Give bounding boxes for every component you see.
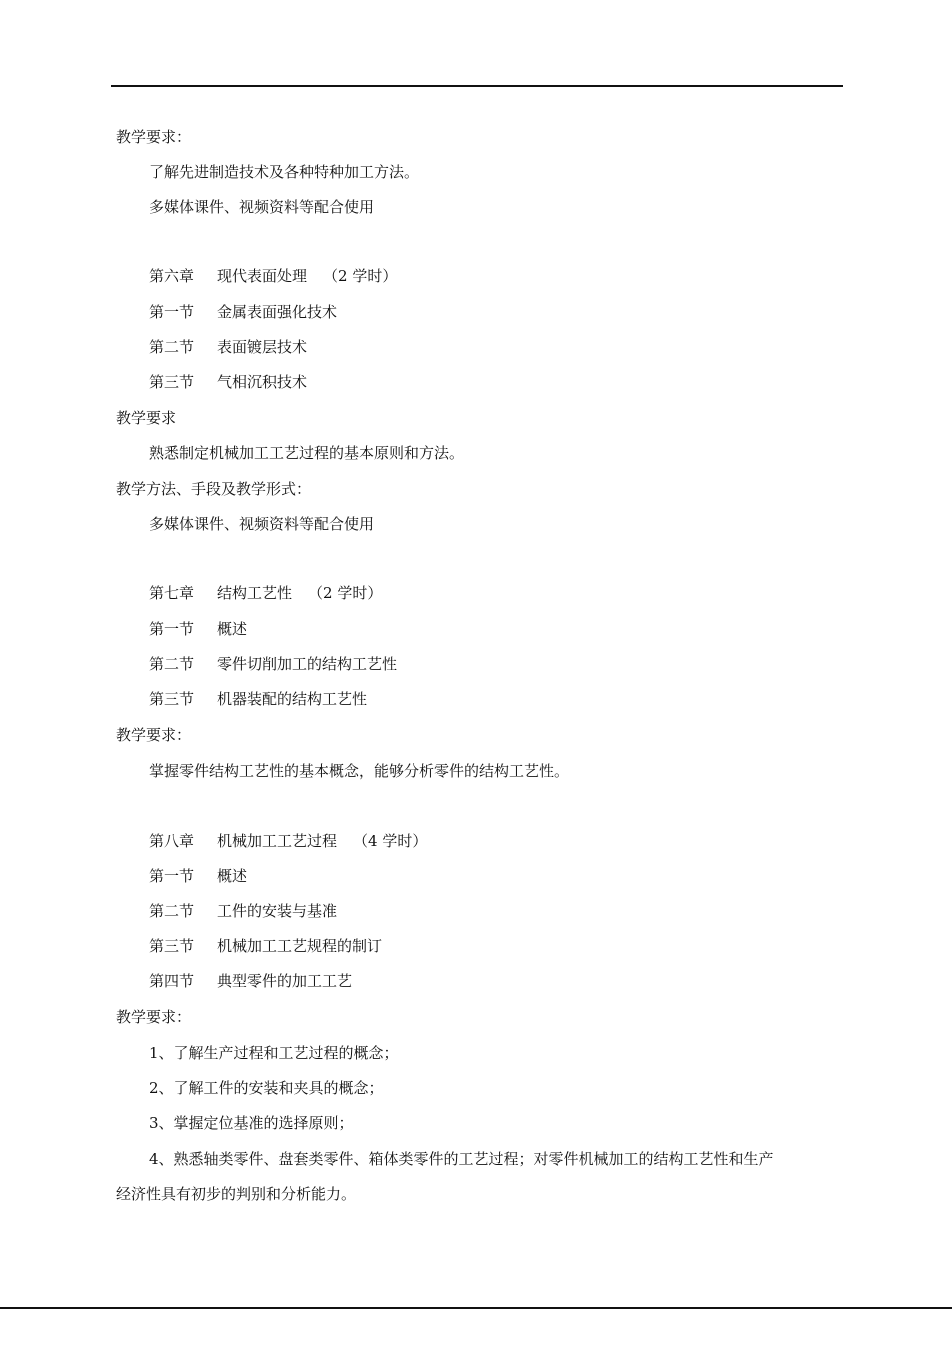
section-number: 第三节 [149, 937, 195, 955]
section-title: 机械加工工艺规程的制订 [217, 937, 383, 955]
chapter-hours: （2 学时） [323, 267, 398, 285]
teaching-requirement-heading: 教学要求： [116, 1008, 192, 1026]
list-item: 4、熟悉轴类零件、盘套类零件、箱体类零件的工艺过程；对零件机械加工的结构工艺性和生产 [149, 1150, 774, 1168]
chapter-number: 第七章 [149, 584, 195, 602]
section-title: 概述 [217, 867, 248, 885]
section-number: 第二节 [149, 655, 195, 673]
chapter-hours: （2 学时） [308, 584, 383, 602]
section-title: 概述 [217, 620, 248, 638]
section-title: 典型零件的加工工艺 [217, 972, 353, 990]
chapter-title: 现代表面处理 [217, 267, 308, 285]
section-number: 第三节 [149, 373, 195, 391]
paragraph: 多媒体课件、视频资料等配合使用 [149, 515, 375, 533]
section-item [149, 866, 247, 886]
section-item [149, 302, 337, 322]
section-title: 表面镀层技术 [217, 338, 308, 356]
section-title: 工件的安装与基准 [217, 902, 338, 920]
section-title: 零件切削加工的结构工艺性 [217, 655, 398, 673]
section-item [149, 337, 307, 357]
list-item: 2、了解工件的安装和夹具的概念； [149, 1079, 384, 1097]
chapter-7-heading [149, 583, 382, 603]
section-item [149, 372, 307, 392]
section-number: 第三节 [149, 690, 195, 708]
section-item [149, 654, 397, 674]
teaching-requirement-heading: 教学要求 [116, 409, 177, 427]
section-title: 气相沉积技术 [217, 373, 308, 391]
section-item [149, 971, 352, 991]
chapter-title: 机械加工工艺过程 [217, 832, 338, 850]
chapter-hours: （4 学时） [353, 832, 428, 850]
section-number: 第二节 [149, 902, 195, 920]
section-number: 第四节 [149, 972, 195, 990]
chapter-6-heading [149, 266, 397, 286]
section-item [149, 901, 337, 921]
header-rule [111, 85, 843, 87]
section-number: 第二节 [149, 338, 195, 356]
list-item: 1、了解生产过程和工艺过程的概念； [149, 1044, 399, 1062]
paragraph: 掌握零件结构工艺性的基本概念，能够分析零件的结构工艺性。 [149, 762, 570, 780]
teaching-requirement-heading: 教学要求： [116, 726, 192, 744]
paragraph: 了解先进制造技术及各种特种加工方法。 [149, 163, 420, 181]
list-item: 3、掌握定位基准的选择原则； [149, 1114, 354, 1132]
paragraph: 熟悉制定机械加工工艺过程的基本原则和方法。 [149, 444, 465, 462]
chapter-number: 第六章 [149, 267, 195, 285]
paragraph: 多媒体课件、视频资料等配合使用 [149, 198, 375, 216]
list-item-continuation: 经济性具有初步的判别和分析能力。 [116, 1185, 357, 1203]
footer-rule [0, 1307, 952, 1309]
section-item [149, 689, 367, 709]
teaching-requirement-heading: 教学要求： [116, 128, 192, 146]
section-title: 机器装配的结构工艺性 [217, 690, 368, 708]
section-title: 金属表面强化技术 [217, 303, 338, 321]
chapter-8-heading [149, 831, 427, 851]
section-item [149, 619, 247, 639]
section-number: 第一节 [149, 867, 195, 885]
section-number: 第一节 [149, 303, 195, 321]
section-item [149, 936, 382, 956]
teaching-method-heading: 教学方法、手段及教学形式： [116, 480, 312, 498]
section-number: 第一节 [149, 620, 195, 638]
chapter-number: 第八章 [149, 832, 195, 850]
chapter-title: 结构工艺性 [217, 584, 293, 602]
